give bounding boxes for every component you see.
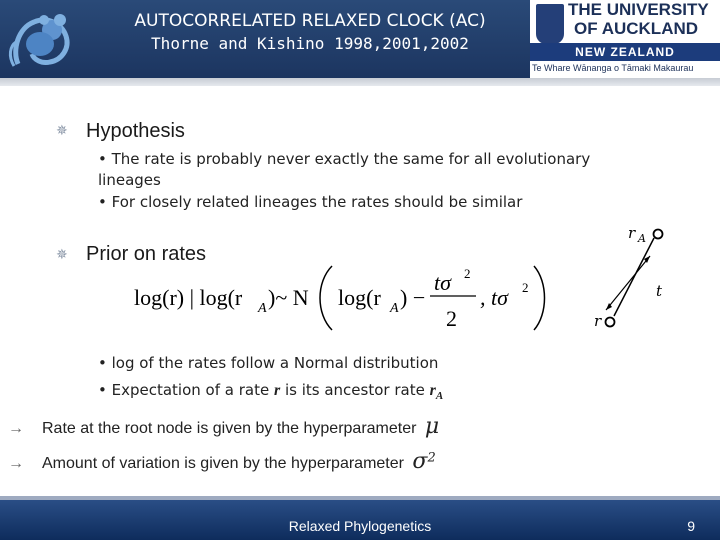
gear-bullet-icon: ✵ — [56, 123, 68, 139]
svg-text:log(r: log(r — [338, 285, 381, 310]
svg-text:log(r) | log(r: log(r) | log(r — [134, 285, 243, 310]
tree-branch-diagram — [580, 216, 690, 336]
university-crest-icon — [536, 4, 564, 44]
ancestor-node-label: r — [628, 224, 636, 242]
descendant-node-label: r — [594, 312, 602, 330]
hypothesis-bullet-1-line-2: lineages — [98, 171, 161, 189]
header-divider — [0, 78, 720, 86]
slide-title-line2: Thorne and Kishino 1998,2001,2002 — [151, 34, 469, 53]
slide-header — [0, 0, 720, 78]
ancestor-rate-sub: A — [435, 390, 444, 402]
ancestor-rate-symbol: r — [429, 382, 436, 399]
university-name-line1: THE UNIVERSITY — [568, 0, 709, 19]
root-rate-line — [8, 414, 439, 439]
slide-title-line1: AUTOCORRELATED RELAXED CLOCK (AC) — [134, 11, 486, 31]
svg-text:)~ N: )~ N — [268, 285, 309, 310]
university-logo — [530, 0, 720, 78]
rate-prior-formula — [130, 262, 550, 334]
sigma-symbol: σ — [412, 449, 428, 474]
svg-text:) −: ) − — [400, 285, 426, 310]
prior-bullet-1: • log of the rates follow a Normal distribution — [98, 354, 439, 372]
prior-bullet-2 — [98, 380, 443, 407]
branch-length-arrow — [606, 256, 650, 310]
hypothesis-bullet-2: • For closely related lineages the rates should be similar — [98, 193, 523, 211]
hypothesis-heading: Hypothesis — [86, 120, 185, 142]
footer-title: Relaxed Phylogenetics — [288, 518, 432, 534]
prior-bullet-2-mid: is its ancestor rate — [280, 381, 430, 399]
sigma-exponent: 2 — [427, 450, 436, 466]
arrow-right-icon: → — [8, 455, 24, 472]
arrow-right-icon: → — [8, 420, 24, 437]
page-number: 9 — [687, 518, 695, 534]
hypothesis-bullet-1-line-1: • The rate is probably never exactly the same for all evolutionary — [98, 150, 591, 168]
variation-line — [8, 449, 436, 474]
svg-text:tσ: tσ — [434, 270, 451, 295]
mouse-mascot-icon — [4, 6, 76, 72]
slide-title — [90, 10, 530, 56]
prior-heading: Prior on rates — [86, 243, 207, 265]
ancestor-node — [654, 230, 663, 239]
svg-text:2: 2 — [464, 266, 471, 281]
branch-length-label: t — [656, 282, 663, 300]
university-maori-name: Te Whare Wānanga o Tāmaki Makaurau — [532, 63, 694, 73]
mu-symbol: μ — [424, 414, 440, 439]
svg-text:2: 2 — [522, 280, 529, 295]
ancestor-node-sub: A — [638, 232, 646, 245]
gear-bullet-icon: ✵ — [56, 247, 68, 263]
tree-branch — [614, 238, 654, 316]
variation-text: Amount of variation is given by the hyperparameter — [42, 455, 404, 472]
university-name-line2: OF AUCKLAND — [574, 19, 699, 38]
university-country: NEW ZEALAND — [530, 43, 720, 61]
svg-text:A: A — [390, 301, 399, 316]
svg-text:A: A — [258, 301, 267, 316]
prior-bullet-2-prefix: • Expectation of a rate — [98, 381, 274, 399]
svg-text:2: 2 — [446, 306, 457, 331]
root-rate-text: Rate at the root node is given by the hyperparameter — [42, 420, 417, 437]
descendant-node — [606, 318, 615, 327]
rate-symbol: r — [273, 382, 281, 399]
svg-text:, tσ: , tσ — [480, 285, 508, 310]
